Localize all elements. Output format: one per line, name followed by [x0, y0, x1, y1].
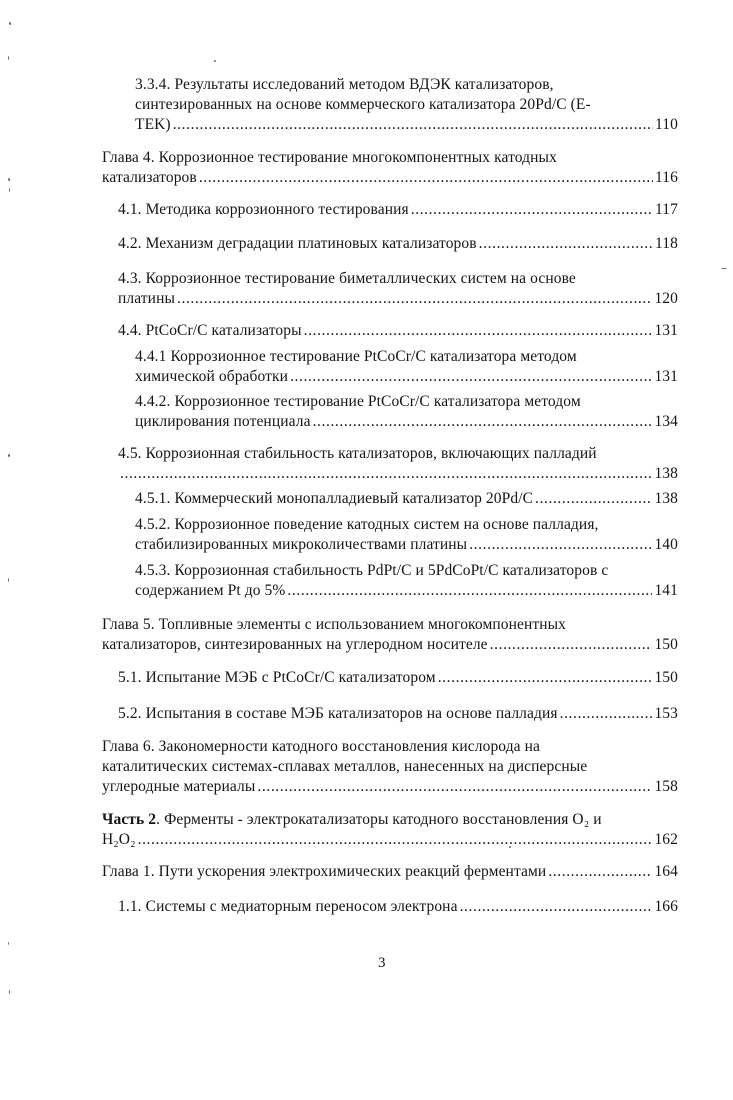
toc-entry-line: 4.5. Коррозионная стабильность катализаторов, включающих палладий	[118, 445, 597, 462]
toc-entry-5-2	[118, 704, 678, 724]
dot-leader	[138, 830, 653, 850]
toc-entry-title: циклирования потенциала	[135, 413, 311, 430]
toc-entry-4-5	[118, 444, 678, 484]
dot-leader	[560, 704, 653, 724]
toc-page-number: 117	[655, 201, 678, 218]
toc-page-number: 110	[655, 116, 678, 133]
toc-entry-chapter-5	[102, 615, 678, 655]
toc-entry-chapter-6	[102, 737, 678, 797]
toc-page-number: 118	[655, 235, 678, 252]
toc-entry-part-2	[102, 810, 678, 850]
dot-leader	[290, 367, 652, 387]
toc-entry-title: катализаторов, синтезированных на углеродном носителе	[102, 636, 488, 653]
toc-entry-title: 5.1. Испытание МЭБ с PtCoCr/C катализатором	[118, 669, 436, 686]
toc-entry-title: H₂O₂	[102, 831, 136, 848]
dot-leader	[313, 412, 653, 432]
toc-page-number: 164	[654, 863, 678, 880]
toc-entry-line	[102, 810, 678, 830]
toc-page-number: 138	[654, 490, 678, 507]
toc-entry-5-1	[118, 668, 678, 688]
toc-entry-title: 1.1. Системы с медиаторным переносом электрона	[118, 898, 458, 915]
toc-entry-title: содержанием Pt до 5%	[135, 582, 286, 599]
scan-speck	[214, 60, 216, 62]
scan-speck	[8, 454, 10, 457]
toc-entry-title: 4.2. Механизм деградации платиновых катализаторов	[118, 235, 477, 252]
scan-speck	[8, 56, 9, 60]
toc-page-number: 138	[654, 465, 678, 482]
toc-entry-title: 4.1. Методика коррозионного тестирования	[118, 201, 409, 218]
dot-leader	[177, 289, 652, 309]
toc-page-number: 134	[654, 413, 678, 430]
dot-leader	[460, 897, 653, 917]
toc-entry-title: 4.5.1. Коммерческий монопалладиевый катализатор 20Pd/C	[135, 490, 534, 507]
toc-page-number: 120	[654, 290, 678, 307]
page-number: 3	[378, 955, 386, 971]
toc-entry-line: Глава 4. Коррозионное тестирование многокомпонентных катодных	[102, 149, 557, 166]
part-label: Часть 2	[102, 811, 157, 828]
toc-entry-title: 5.2. Испытания в составе МЭБ катализаторов на основе палладия	[118, 705, 558, 722]
toc-entry-4-5-3	[135, 561, 678, 601]
toc-entry-4-1	[118, 200, 678, 220]
toc-entry-4-3	[118, 269, 678, 309]
toc-page-number: 131	[654, 322, 678, 339]
toc-entry-line: Глава 5. Топливные элементы с использованием многокомпонентных	[102, 616, 567, 633]
dot-leader	[304, 321, 653, 341]
toc-page-number: 131	[654, 368, 678, 385]
scan-speck	[721, 268, 727, 269]
toc-entry-title: стабилизированных микроколичествами платины	[135, 536, 468, 553]
toc-entry-1-1	[118, 897, 678, 917]
toc-entry-title: TEK)	[135, 116, 171, 133]
toc-entry-4-4-2	[135, 392, 678, 432]
toc-entry-title: углеродные материалы	[102, 778, 256, 795]
dot-leader	[199, 168, 653, 188]
toc-entry-line: Глава 6. Закономерности катодного восстановления кислорода на	[102, 738, 541, 755]
toc-entry-title: химической обработки	[135, 368, 289, 385]
toc-entry-line: каталитических системах-сплавах металлов, нанесенных на дисперсные	[102, 758, 588, 775]
toc-page-number: 153	[654, 705, 678, 722]
toc-entry-line: 4.5.3. Коррозионная стабильность PdPt/C и 5PdCoPt/C катализаторов с	[135, 562, 609, 579]
toc-page-number: 162	[654, 831, 678, 848]
toc-page-number: 141	[654, 582, 678, 599]
toc-page-number: 166	[654, 898, 678, 915]
scan-speck	[8, 942, 9, 945]
dot-leader	[479, 234, 653, 254]
scan-speck	[8, 178, 10, 181]
toc-entry-4-4-1	[135, 347, 678, 387]
toc-entry-title: Глава 1. Пути ускорения электрохимических реакций ферментами	[102, 863, 547, 880]
scan-speck	[9, 188, 10, 192]
toc-entry-chapter-4	[102, 148, 678, 188]
toc-page-number: 158	[654, 778, 678, 795]
dot-leader	[535, 489, 652, 509]
dot-leader	[548, 862, 652, 882]
toc-entry-3-3-4	[135, 75, 678, 135]
scan-speck	[8, 578, 9, 582]
dot-leader	[257, 777, 652, 797]
toc-page-number: 140	[654, 536, 678, 553]
toc-entry-4-2	[118, 234, 678, 254]
scan-speck	[9, 22, 11, 25]
toc-entry-title: платины	[118, 290, 175, 307]
toc-entry-title: катализаторов	[102, 169, 197, 186]
dot-leader	[287, 581, 652, 601]
toc-entry-line: 4.4.1 Коррозионное тестирование PtCoCr/C катализатора методом	[135, 348, 577, 365]
toc-entry-line: 3.3.4. Результаты исследований методом ВДЭК катализаторов,	[135, 76, 554, 93]
scan-speck	[509, 846, 511, 848]
dot-leader	[411, 200, 653, 220]
toc-entry-4-5-1	[135, 489, 678, 509]
toc-entry-line: синтезированных на основе коммерческого катализатора 20Pd/C (E-	[135, 96, 591, 113]
toc-page-number: 116	[655, 169, 678, 186]
toc-entry-chapter-1	[102, 862, 678, 882]
toc-entry-title: 4.4. PtCoCr/C катализаторы	[118, 322, 302, 339]
dot-leader	[469, 535, 652, 555]
dot-leader	[490, 635, 653, 655]
toc-page-number: 150	[654, 669, 678, 686]
toc-entry-4-4	[118, 321, 678, 341]
dot-leader	[173, 115, 653, 135]
part-title: . Ферменты - электрокатализаторы катодного восстановления O₂ и	[156, 811, 602, 828]
toc-entry-4-5-2	[135, 515, 678, 555]
dot-leader	[120, 464, 652, 484]
toc-entry-line: 4.3. Коррозионное тестирование биметаллических систем на основе	[118, 270, 576, 287]
toc-entry-line: 4.4.2. Коррозионное тестирование PtCoCr/C катализатора методом	[135, 393, 581, 410]
dot-leader	[438, 668, 653, 688]
toc-page-number: 150	[654, 636, 678, 653]
scan-speck	[9, 990, 10, 994]
toc-entry-line: 4.5.2. Коррозионное поведение катодных систем на основе палладия,	[135, 516, 599, 533]
